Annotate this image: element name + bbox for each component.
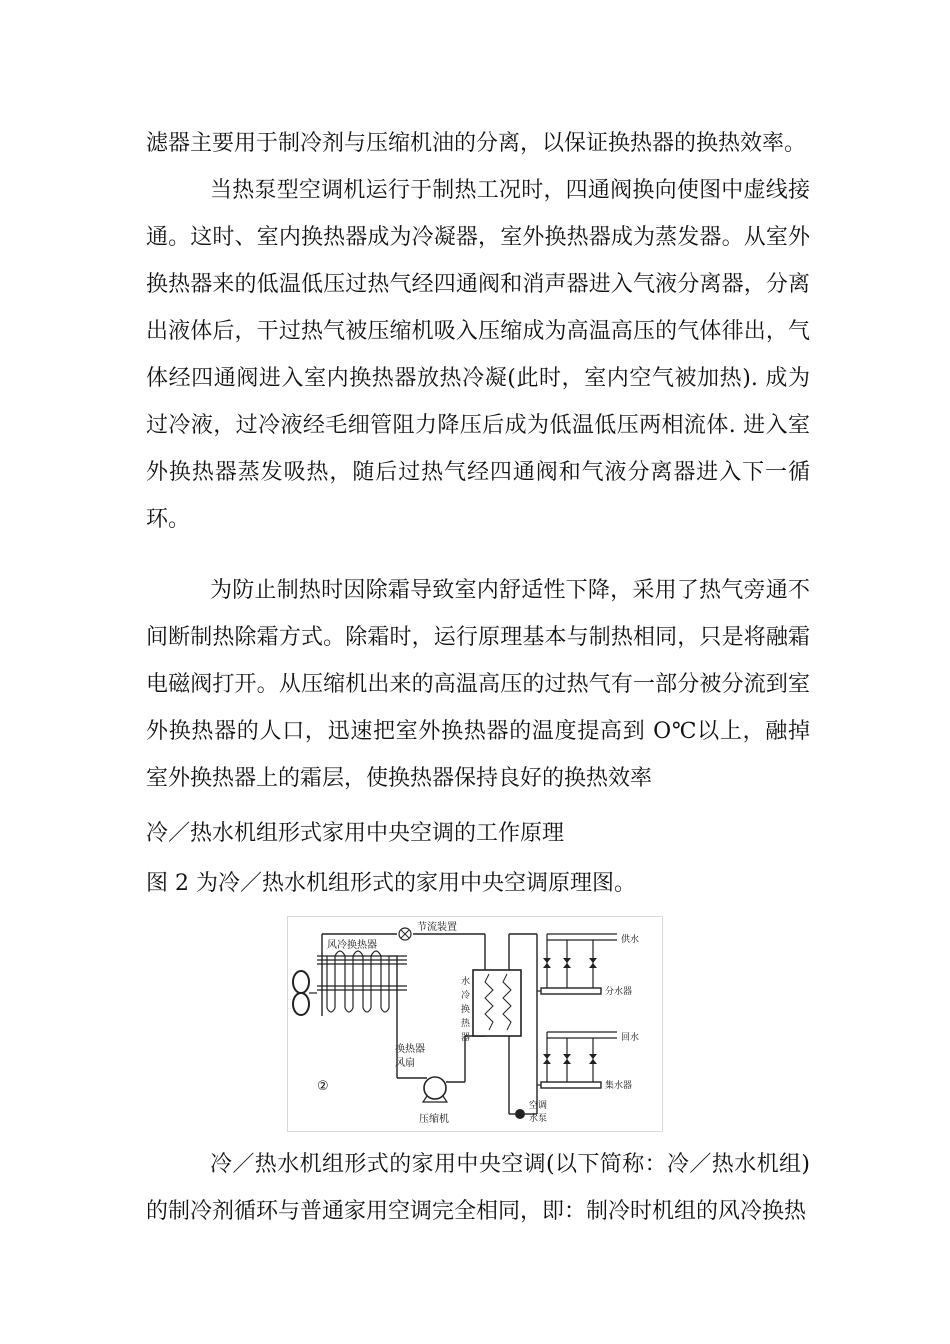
label-water-exchanger-2: 冷 <box>461 991 471 1001</box>
label-return-water: 回水 <box>621 1033 640 1043</box>
supply-valves <box>543 958 597 968</box>
collector-bar <box>541 1082 601 1088</box>
label-water-exchanger-1: 水 <box>461 977 471 987</box>
return-valves <box>543 1054 597 1064</box>
label-pump-line1: 空调 <box>529 1101 548 1111</box>
label-compressor: 压缩机 <box>419 1114 449 1125</box>
label-water-exchanger-4: 热 <box>461 1019 471 1029</box>
paragraph-heating-mode: 当热泵型空调机运行于制热工况时，四通阀换向使图中虚线接通。这时、室内换热器成为冷凝器，室外换热器成为蒸发器。从室外换热器来的低温低压过热气经四通阀和消声器进入气液分离器，分离出液体后，干过热气被压缩机吸入压缩成为高温高压的气体徘出，气体经四通阀进入室内换热器放热冷凝(此时，室内空气被加热). 成为过冷液，过冷液经毛细管阻力降压后成为低温低压两相流体. 进入室外换热器蒸发吸热，随后过热气经四通阀和气液分离器进入下一循环。 <box>146 178 810 532</box>
label-water-exchanger-5: 器 <box>461 1033 471 1043</box>
section-heading: 冷／热水机组形式家用中央空调的工作原理 <box>146 821 565 846</box>
label-fan-line2: 风扇 <box>395 1058 415 1069</box>
water-cooled-exchanger <box>473 970 521 1036</box>
label-throttle-device: 节流装置 <box>417 922 457 933</box>
label-distributor: 分水器 <box>605 987 633 997</box>
paragraph-intro: 滤器主要用于制冷剂与压缩机油的分离，以保证换热器的换热效率。 <box>146 131 807 156</box>
compressor-icon <box>424 1077 446 1099</box>
label-fan-line1: 换热器 <box>395 1044 425 1055</box>
paragraph-defrost: 为防止制热时因除霜导致室内舒适性下降，采用了热气旁通不间断制热除霜方式。除霜时，运行原理基本与制热相同，只是将融霜电磁阀打开。从压缩机出来的高温高压的过热气有一部分被分流到室外换热器的人口，迅速把室外换热器的温度提高到 O℃以上，融掉室外换热器上的霜层，使换热器保持良好的换热效率 <box>146 578 810 791</box>
schematic-figure <box>287 916 663 1132</box>
label-air-cooled-exchanger: 风冷换热器 <box>327 940 377 951</box>
label-pump-line2: 水泵 <box>529 1114 548 1124</box>
label-water-exchanger-3: 换 <box>461 1005 471 1015</box>
paragraph-cold-hot-water-unit: 冷／热水机组形式的家用中央空调(以下简称：冷／热水机组)的制冷剂循环与普通家用空调完全相同，即：制冷时机组的风冷换热 <box>146 1152 810 1224</box>
water-pump-icon <box>515 1109 525 1119</box>
figure-number: ② <box>317 1079 329 1094</box>
fan-icon <box>293 971 317 1015</box>
figure-intro-caption: 图 2 为冷／热水机组形式的家用中央空调原理图。 <box>146 871 636 896</box>
label-supply-water: 供水 <box>621 935 640 945</box>
air-conditioning-schematic <box>287 916 663 1132</box>
distributor-bar <box>541 988 601 994</box>
label-collector: 集水器 <box>605 1081 633 1091</box>
